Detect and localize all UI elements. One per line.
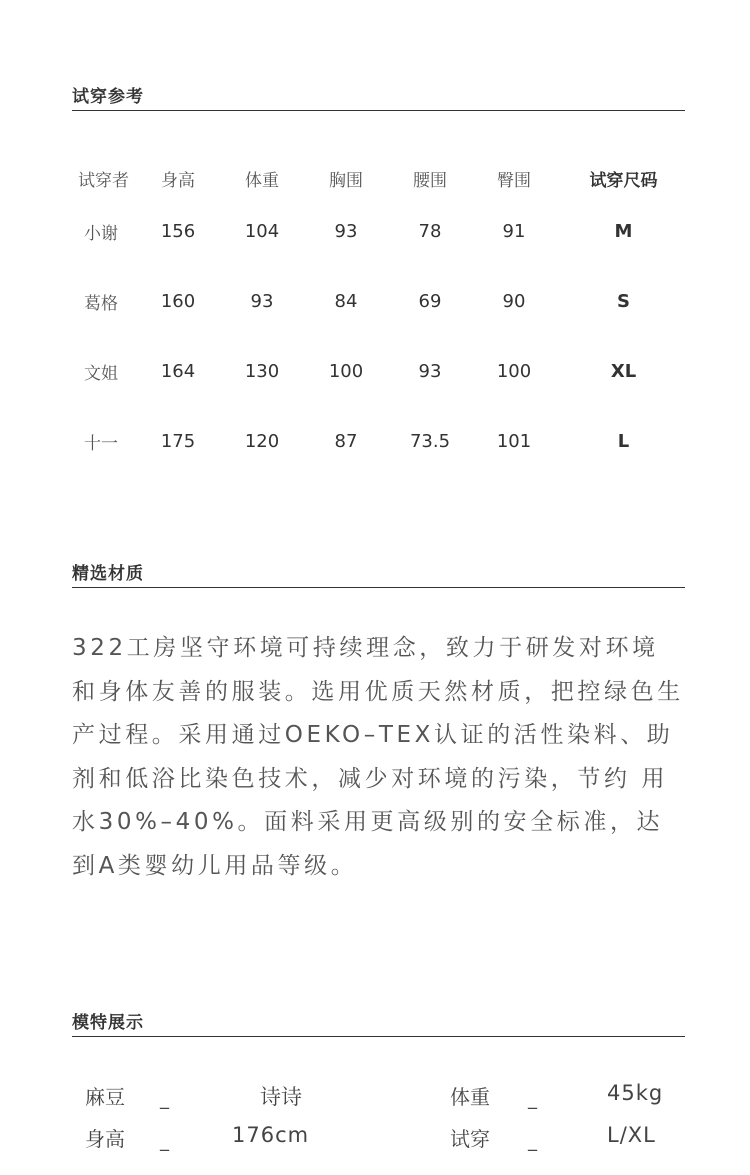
cell-weight: 130 bbox=[244, 360, 280, 382]
cell-height: 175 bbox=[160, 430, 196, 452]
header-weight: 体重 bbox=[245, 170, 279, 191]
header-waist: 腰围 bbox=[413, 170, 447, 191]
cell-waist: 93 bbox=[418, 360, 442, 382]
cell-tester: 文姐 bbox=[84, 363, 118, 384]
cell-weight: 93 bbox=[250, 290, 274, 312]
model-info-row bbox=[72, 1123, 685, 1165]
table-row bbox=[72, 266, 691, 336]
model-info bbox=[72, 1075, 685, 1159]
table-row bbox=[72, 406, 691, 476]
model-name-value: 诗诗 bbox=[260, 1085, 302, 1109]
fitting-section-title: 试穿参考 bbox=[72, 82, 685, 111]
cell-height: 164 bbox=[160, 360, 196, 382]
header-height: 身高 bbox=[161, 170, 195, 191]
cell-tester: 葛格 bbox=[84, 293, 118, 314]
separator: _ bbox=[160, 1089, 169, 1110]
model-height-label: 身高 bbox=[85, 1127, 125, 1151]
cell-waist: 69 bbox=[418, 290, 442, 312]
cell-chest: 100 bbox=[328, 360, 364, 382]
cell-size: M bbox=[614, 220, 633, 242]
cell-chest: 93 bbox=[334, 220, 358, 242]
cell-height: 160 bbox=[160, 290, 196, 312]
model-name-label: 麻豆 bbox=[85, 1085, 125, 1109]
header-chest: 胸围 bbox=[329, 170, 363, 191]
table-row bbox=[72, 336, 691, 406]
cell-size: S bbox=[617, 290, 630, 312]
model-weight-label: 体重 bbox=[450, 1085, 490, 1109]
cell-hip: 90 bbox=[502, 290, 526, 312]
separator: _ bbox=[160, 1131, 169, 1152]
cell-hip: 101 bbox=[496, 430, 532, 452]
cell-height: 156 bbox=[160, 220, 196, 242]
model-section-title: 模特展示 bbox=[72, 1008, 685, 1037]
cell-size: L bbox=[617, 430, 630, 452]
material-section-title: 精选材质 bbox=[72, 559, 685, 588]
header-size: 试穿尺码 bbox=[589, 170, 658, 191]
separator: _ bbox=[528, 1089, 537, 1110]
cell-tester: 十一 bbox=[84, 433, 118, 454]
header-tester: 试穿者 bbox=[78, 170, 129, 191]
fitting-table bbox=[72, 160, 691, 476]
cell-waist: 73.5 bbox=[409, 430, 451, 452]
model-size-value: L/XL bbox=[607, 1123, 656, 1147]
model-size-label: 试穿 bbox=[450, 1127, 490, 1151]
fitting-table-header-row bbox=[72, 160, 691, 196]
cell-hip: 91 bbox=[502, 220, 526, 242]
material-description: 322工房坚守环境可持续理念，致力于研发对环境和身体友善的服装。选用优质天然材质，把控绿色生产过程。采用通过OEKO–TEX认证的活性染料、助剂和低浴比染色技术，减少对环境的污染，节约 用水30%–40%。面料采用更高级别的安全标准，达到A类婴幼儿用品等级。 bbox=[72, 635, 684, 879]
cell-chest: 87 bbox=[334, 430, 358, 452]
separator: _ bbox=[528, 1131, 537, 1152]
model-weight-value: 45kg bbox=[607, 1081, 664, 1105]
cell-chest: 84 bbox=[334, 290, 358, 312]
model-height-value: 176cm bbox=[232, 1123, 310, 1147]
cell-weight: 104 bbox=[244, 220, 280, 242]
cell-weight: 120 bbox=[244, 430, 280, 452]
cell-tester: 小谢 bbox=[84, 223, 118, 244]
cell-hip: 100 bbox=[496, 360, 532, 382]
model-info-row bbox=[72, 1081, 685, 1123]
header-hip: 臀围 bbox=[497, 170, 531, 191]
table-row bbox=[72, 196, 691, 266]
cell-waist: 78 bbox=[418, 220, 442, 242]
cell-size: XL bbox=[610, 360, 637, 382]
